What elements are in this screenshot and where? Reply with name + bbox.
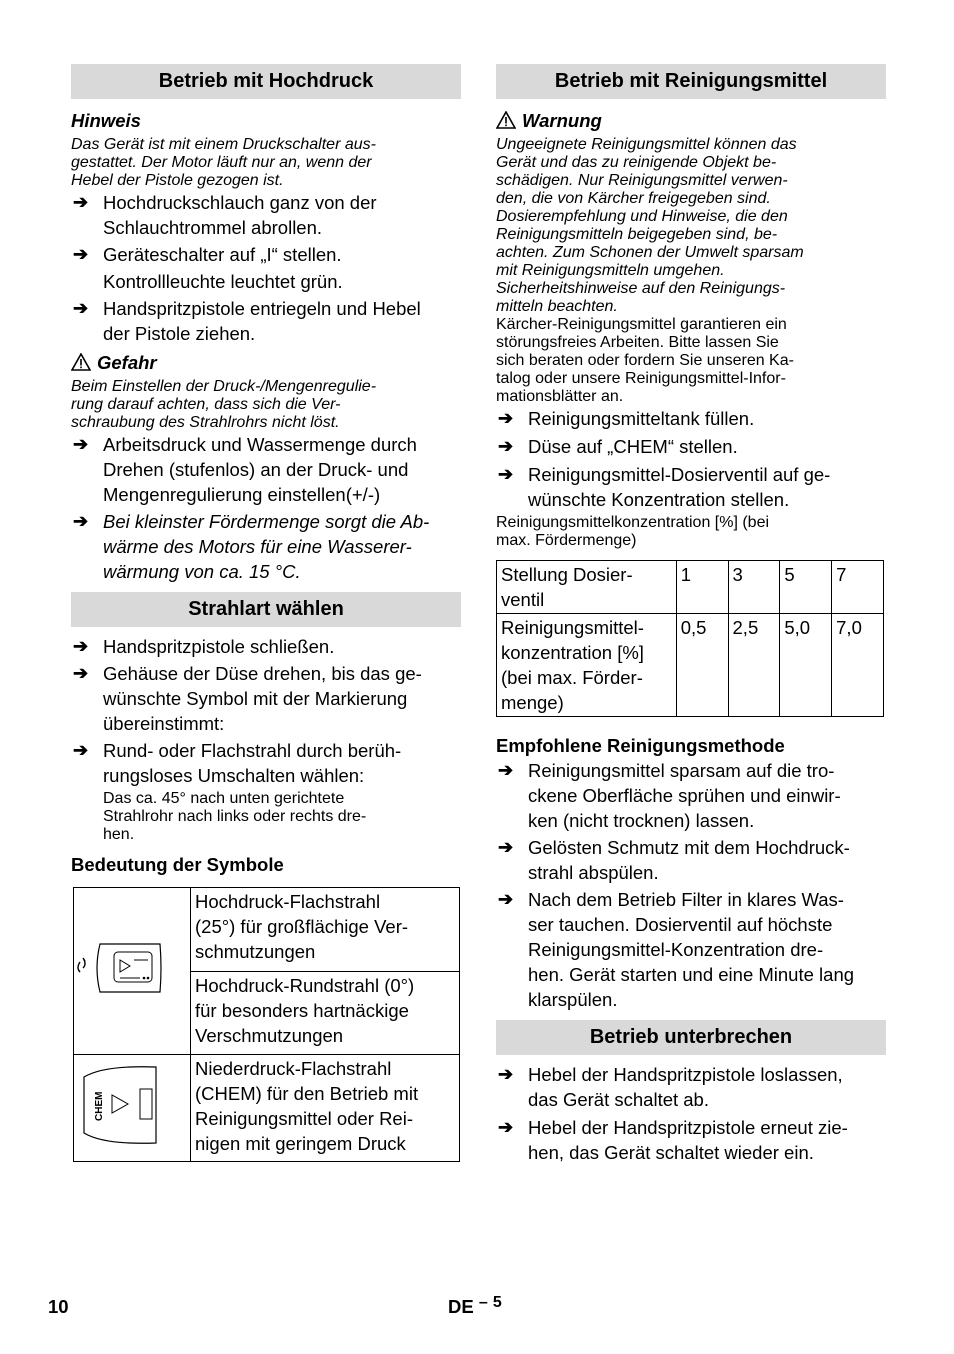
text-line: hen, das Gerät schaltet wieder ein. (528, 1142, 814, 1163)
text-line: menge) (501, 692, 564, 713)
text-line: (bei max. Förder- (501, 667, 643, 688)
arrow-right-icon: ➔ (498, 1117, 514, 1137)
right-column (496, 64, 886, 1165)
arrow-right-icon: ➔ (498, 837, 514, 857)
step-duese (496, 434, 886, 459)
step-erneut (496, 1115, 886, 1165)
text-line: max. Fördermenge) (496, 532, 637, 549)
table-cell: 1 (676, 561, 728, 614)
text-line: Reinigungsmittel sparsam auf die tro- (528, 760, 835, 781)
text-line: hen. Gerät starten und eine Minute lang (528, 964, 855, 985)
arrow-right-icon: ➔ (498, 1064, 514, 1084)
text-line: Reinigungsmittel-Dosierventil auf ge- (528, 464, 831, 485)
text-line: Das ca. 45° nach unten gerichtete (103, 790, 345, 807)
symbols-table (73, 887, 460, 1162)
text-line: das Gerät schaltet ab. (528, 1089, 709, 1110)
text-line: Arbeitsdruck und Wassermenge durch (103, 434, 417, 455)
arrow-right-icon: ➔ (73, 636, 89, 656)
text-line: den, die von Kärcher freigegeben sind. (496, 190, 771, 207)
table-cell: 7,0 (832, 614, 884, 717)
symbols-title: Bedeutung der Symbole (71, 854, 284, 875)
nozzle-highpressure-icon (74, 888, 190, 1048)
text-line: klarspülen. (528, 989, 618, 1010)
sym2-text (191, 971, 460, 1055)
arrow-right-icon: ➔ (73, 663, 89, 683)
arrow-right-icon: ➔ (498, 464, 514, 484)
text-line: wärme des Motors für eine Wasserer- (103, 536, 412, 557)
hinweis-text (71, 136, 461, 190)
text-line: Gelösten Schmutz mit dem Hochdruck- (528, 837, 850, 858)
text-line: Mengenregulierung einstellen(+/-) (103, 484, 381, 505)
text-line: Ungeeignete Reinigungsmittel können das (496, 136, 797, 153)
arrow-right-icon: ➔ (498, 408, 514, 428)
footer-dash: – (478, 1294, 488, 1311)
text-line: der Pistole ziehen. (103, 323, 256, 344)
table-cell: 0,5 (676, 614, 728, 717)
arrow-right-icon: ➔ (73, 192, 89, 212)
text-line: achten. Zum Schonen der Umwelt sparsam (496, 244, 804, 261)
text-line: schädigen. Nur Reinigungsmittel verwen- (496, 172, 788, 189)
nozzle-hp-symbol-cell (74, 888, 191, 1055)
arrow-right-icon: ➔ (73, 740, 89, 760)
step-pistole (71, 296, 461, 346)
text-line: ventil (501, 589, 545, 610)
table-cell: 5 (780, 561, 832, 614)
text-line: (CHEM) für den Betrieb mit (195, 1083, 419, 1104)
step-arbeitsdruck (71, 432, 461, 507)
text-line: Hebel der Pistole gezogen ist. (71, 172, 284, 189)
warning-triangle-icon (496, 111, 516, 129)
text-line: Stellung Dosier- (501, 564, 633, 585)
text-line: ken (nicht trocknen) lassen. (528, 810, 755, 831)
nozzle-chem-symbol-cell (74, 1055, 191, 1162)
text-line: Reinigungsmittel oder Rei- (195, 1108, 413, 1129)
gefahr-title: Gefahr (71, 350, 461, 375)
row2-label (497, 614, 677, 717)
text-line: wünschte Symbol mit der Markierung (103, 688, 408, 709)
section-header-unterbrechen: Betrieb unterbrechen (496, 1020, 886, 1055)
concentration-intro (496, 514, 886, 550)
text-line: rung darauf achten, dass sich die Ver- (71, 396, 341, 413)
warning-triangle-icon (71, 353, 91, 371)
arrow-right-icon: ➔ (73, 298, 89, 318)
text-line: Drehen (stufenlos) an der Druck- und (103, 459, 409, 480)
step-tank (496, 406, 886, 431)
table-cell: 7 (832, 561, 884, 614)
warnung-title: Warnung (496, 108, 886, 133)
step-schalter-note: Kontrollleuchte leuchtet grün. (103, 271, 343, 292)
text-line: Bei kleinster Fördermenge sorgt die Ab- (103, 511, 430, 532)
arrow-right-icon: ➔ (73, 511, 89, 531)
nozzle-chem-icon (74, 1055, 190, 1155)
text-line: konzentration [%] (501, 642, 644, 663)
table-row (497, 561, 884, 614)
step-abwaerme (71, 509, 461, 584)
gefahr-text (71, 378, 461, 432)
arrow-right-icon: ➔ (73, 244, 89, 264)
text-line: rungsloses Umschalten wählen: (103, 765, 365, 786)
chem-label: CHEM (94, 1091, 105, 1121)
text-line: Reinigungsmittelkonzentration [%] (bei (496, 514, 770, 531)
text-line: Niederdruck-Flachstrahl (195, 1058, 392, 1079)
text-line: Reinigungsmittel- (501, 617, 644, 638)
row1-label (497, 561, 677, 614)
table-row (497, 614, 884, 717)
text-line: Hebel der Handspritzpistole erneut zie- (528, 1117, 848, 1138)
text-line: Reinigungsmitteln beigegeben sind, be- (496, 226, 778, 243)
table-cell: 5,0 (780, 614, 832, 717)
step-rundflach-note (71, 790, 461, 844)
method-title: Empfohlene Reinigungsmethode (496, 735, 785, 756)
text-line: ser tauchen. Dosierventil auf höchste (528, 914, 833, 935)
hinweis-title: Hinweis (71, 110, 141, 131)
section-header-strahlart: Strahlart wählen (71, 592, 461, 627)
arrow-right-icon: ➔ (498, 760, 514, 780)
text-line: wärmung von ca. 15 °C. (103, 561, 301, 582)
kaercher-text (496, 316, 886, 406)
arrow-right-icon: ➔ (498, 436, 514, 456)
concentration-table (496, 560, 884, 717)
step-filter (496, 887, 886, 1012)
warnung-text (496, 136, 886, 316)
footer-section-page: 5 (492, 1294, 502, 1311)
text-line: schraubung des Strahlrohrs nicht löst. (71, 414, 340, 431)
text-line: schmutzungen (195, 941, 316, 962)
text-line: Geräteschalter auf „I“ stellen. (103, 244, 342, 265)
text-line: Handspritzpistole entriegeln und Hebel (103, 298, 421, 319)
text-line: nigen mit geringem Druck (195, 1133, 406, 1154)
text-line: Beim Einstellen der Druck-/Mengenregulie- (71, 378, 377, 395)
footer-lang: DE (448, 1296, 474, 1317)
step-spruehen (496, 758, 886, 833)
footer-section-ref (448, 1296, 502, 1318)
text-line: Hochdruck-Flachstrahl (195, 891, 381, 912)
text-line: sich beraten oder fordern Sie unseren Ka- (496, 352, 794, 369)
text-line: Verschmutzungen (195, 1024, 344, 1046)
table-cell: 2,5 (728, 614, 780, 717)
text-line: mitteln beachten. (496, 298, 618, 315)
text-line: Hochdruckschlauch ganz von der (103, 192, 377, 213)
text-line: Reinigungsmitteltank füllen. (528, 408, 755, 429)
text-line: Nach dem Betrieb Filter in klares Was- (528, 889, 844, 910)
sym1-text (191, 888, 460, 972)
section-header-hochdruck: Betrieb mit Hochdruck (71, 64, 461, 99)
text-line: Düse auf „CHEM“ stellen. (528, 436, 738, 457)
text-line: wünschte Konzentration stellen. (528, 489, 790, 510)
text-line: Das Gerät ist mit einem Druckschalter aus- (71, 136, 376, 153)
section-header-reinigungsmittel: Betrieb mit Reinigungsmittel (496, 64, 886, 99)
text-line: Kärcher-Reinigungsmittel garantieren ein (496, 316, 787, 333)
left-column (71, 64, 461, 1162)
text-line: Reinigungsmittel-Konzentration dre- (528, 939, 824, 960)
text-line: hen. (103, 826, 135, 843)
step-schliessen (71, 634, 461, 659)
text-line: (25°) für großflächige Ver- (195, 916, 409, 937)
text-line: für besonders hartnäckige (195, 999, 409, 1021)
step-gehaeuse (71, 661, 461, 736)
text-line: Hebel der Handspritzpistole loslassen, (528, 1064, 843, 1085)
text-line: mit Reinigungsmitteln umgehen. (496, 262, 725, 279)
text-line: Dosierempfehlung und Hinweise, die den (496, 208, 788, 225)
step-loslassen (496, 1062, 886, 1112)
step-rundflach (71, 738, 461, 788)
table-cell: 3 (728, 561, 780, 614)
text-line: gestattet. Der Motor läuft nur an, wenn der (71, 154, 372, 171)
text-line: Gerät und das zu reinigende Objekt be- (496, 154, 777, 171)
step-abspuelen (496, 835, 886, 885)
text-line: Handspritzpistole schließen. (103, 636, 335, 657)
sym3-text (191, 1055, 460, 1162)
arrow-right-icon: ➔ (73, 434, 89, 454)
text-line: talog oder unsere Reinigungsmittel-Infor- (496, 370, 786, 387)
text-line: Sicherheitshinweise auf den Reinigungs- (496, 280, 786, 297)
text-line: Schlauchtrommel abrollen. (103, 217, 323, 238)
page-number: 10 (48, 1296, 69, 1317)
text-line: strahl abspülen. (528, 862, 659, 883)
text-line: Hochdruck-Rundstrahl (0°) (195, 974, 415, 996)
step-schlauch (71, 190, 461, 240)
text-line: störungsfreies Arbeiten. Bitte lassen Sie (496, 334, 779, 351)
text-line: mationsblätter an. (496, 388, 624, 405)
arrow-right-icon: ➔ (498, 889, 514, 909)
step-dosierventil (496, 462, 886, 512)
text-line: Gehäuse der Düse drehen, bis das ge- (103, 663, 422, 684)
text-line: übereinstimmt: (103, 713, 225, 734)
text-line: Rund- oder Flachstrahl durch berüh- (103, 740, 402, 761)
step-schalter (71, 242, 461, 267)
text-line: Strahlrohr nach links oder rechts dre- (103, 808, 367, 825)
text-line: ckene Oberfläche sprühen und einwir- (528, 785, 841, 806)
